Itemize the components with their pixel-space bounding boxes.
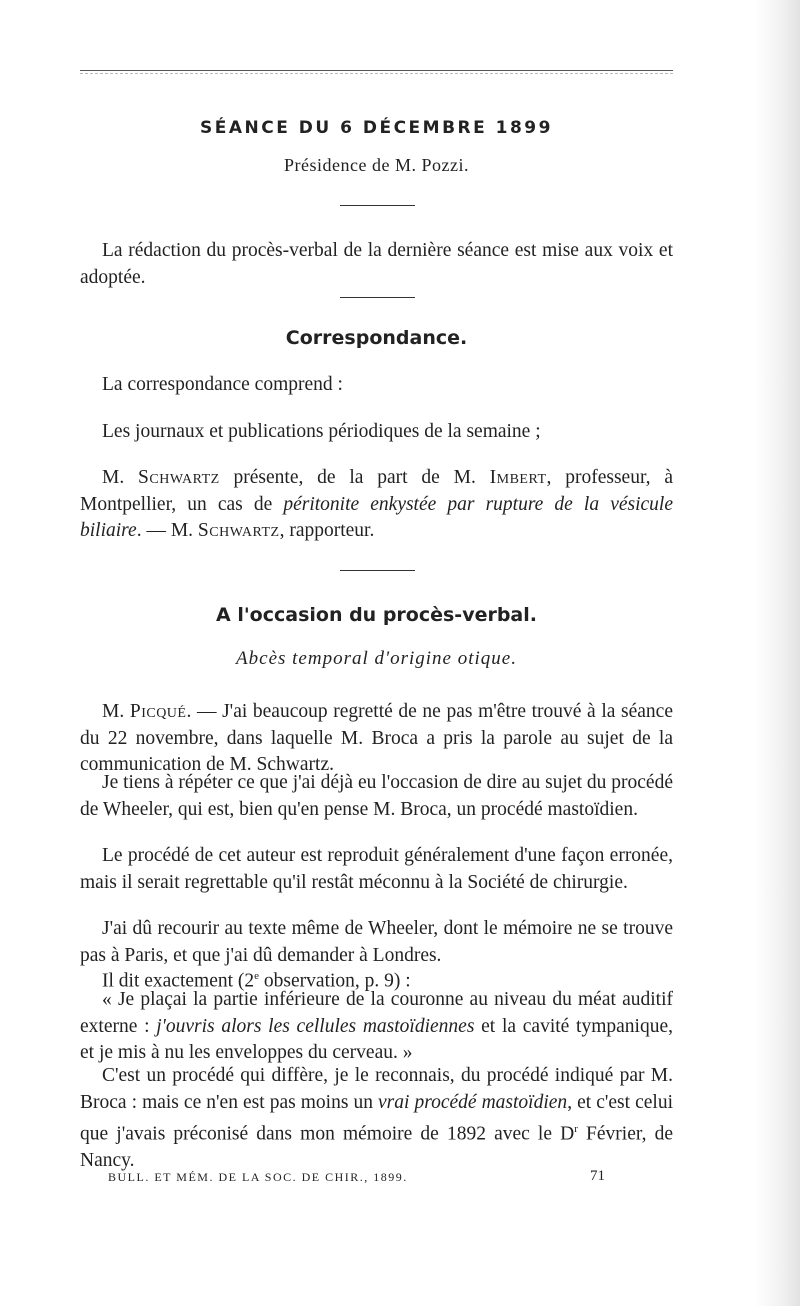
author-name: Picqué [129, 701, 187, 722]
quote-paragraph: « Je plaçai la partie inférieure de la couronne au niveau du méat auditif externe : j'ouvris alors les cellules mastoïdiennes et la cavité tympanique, et je mis à nu les enveloppes du cerveau. » [80, 989, 673, 1063]
paragraph-4: J'ai dû recourir au texte même de Wheeler, dont le mémoire ne se trouve pas à Paris, et que j'ai dû demander à Londres. [80, 918, 673, 966]
pv-subtitle: Abcès temporal d'origine otique. [236, 648, 517, 669]
case-title: péritonite enkystée par rupture de la vésicule biliaire [80, 493, 673, 541]
divider [340, 297, 415, 298]
paragraph-3: Le procédé de cet auteur est reproduit généralement d'une façon erronée, mais il serait regrettable qu'il restât méconnu à la Société de chirurgie. [80, 845, 673, 893]
correspondance-item: M. Schwartz présente, de la part de M. Imbert, professeur, à Montpellier, un cas de péritonite enkystée par rupture de la vésicule biliaire. — M. Schwartz, rapporteur. [80, 467, 673, 541]
paragraph-5: Il dit exactement (2e observation, p. 9) : [102, 970, 411, 992]
divider [340, 570, 415, 571]
intro-paragraph: La rédaction du procès-verbal de la dernière séance est mise aux voix et adoptée. [80, 240, 673, 288]
footer-citation: BULL. ET MÉM. DE LA SOC. DE CHIR., 1899. [108, 1170, 408, 1184]
scan-margin-shadow [755, 0, 800, 1306]
correspondance-heading: Correspondance. [285, 327, 468, 349]
presidence-line: Présidence de M. Pozzi. [284, 155, 469, 175]
paragraph-2: Je tiens à répéter ce que j'ai déjà eu l'occasion de dire au sujet du procédé de Wheeler, qui est, bien qu'en pense M. Broca, un procédé mastoïdien. [80, 772, 673, 820]
correspondance-line-1: La correspondance comprend : [102, 374, 343, 395]
pv-heading: A l'occasion du procès-verbal. [216, 604, 537, 626]
page-number: 71 [590, 1168, 605, 1184]
seance-title: SÉANCE DU 6 DÉCEMBRE 1899 [200, 118, 553, 138]
divider [340, 205, 415, 206]
correspondance-line-2: Les journaux et publications périodiques de la semaine ; [102, 421, 541, 442]
paragraph-7: C'est un procédé qui diffère, je le reconnais, du procédé indiqué par M. Broca : mais ce n'en est pas moins un vrai procédé mastoïdien, et c'est celui que j'avais préconisé dans mon mémoire de 1892 avec le $D^r$ Février, de Nancy. [80, 1065, 673, 1171]
top-rule [80, 70, 673, 71]
paragraph-picque: M. Picqué. — J'ai beaucoup regretté de ne pas m'être trouvé à la séance du 22 novembre, dans laquelle M. Broca a pris la parole au sujet de la communication de M. Schwartz. [80, 701, 673, 775]
author-name: Imbert [489, 467, 547, 488]
author-name: Schwartz [138, 467, 220, 488]
author-name: Schwartz [197, 520, 280, 541]
